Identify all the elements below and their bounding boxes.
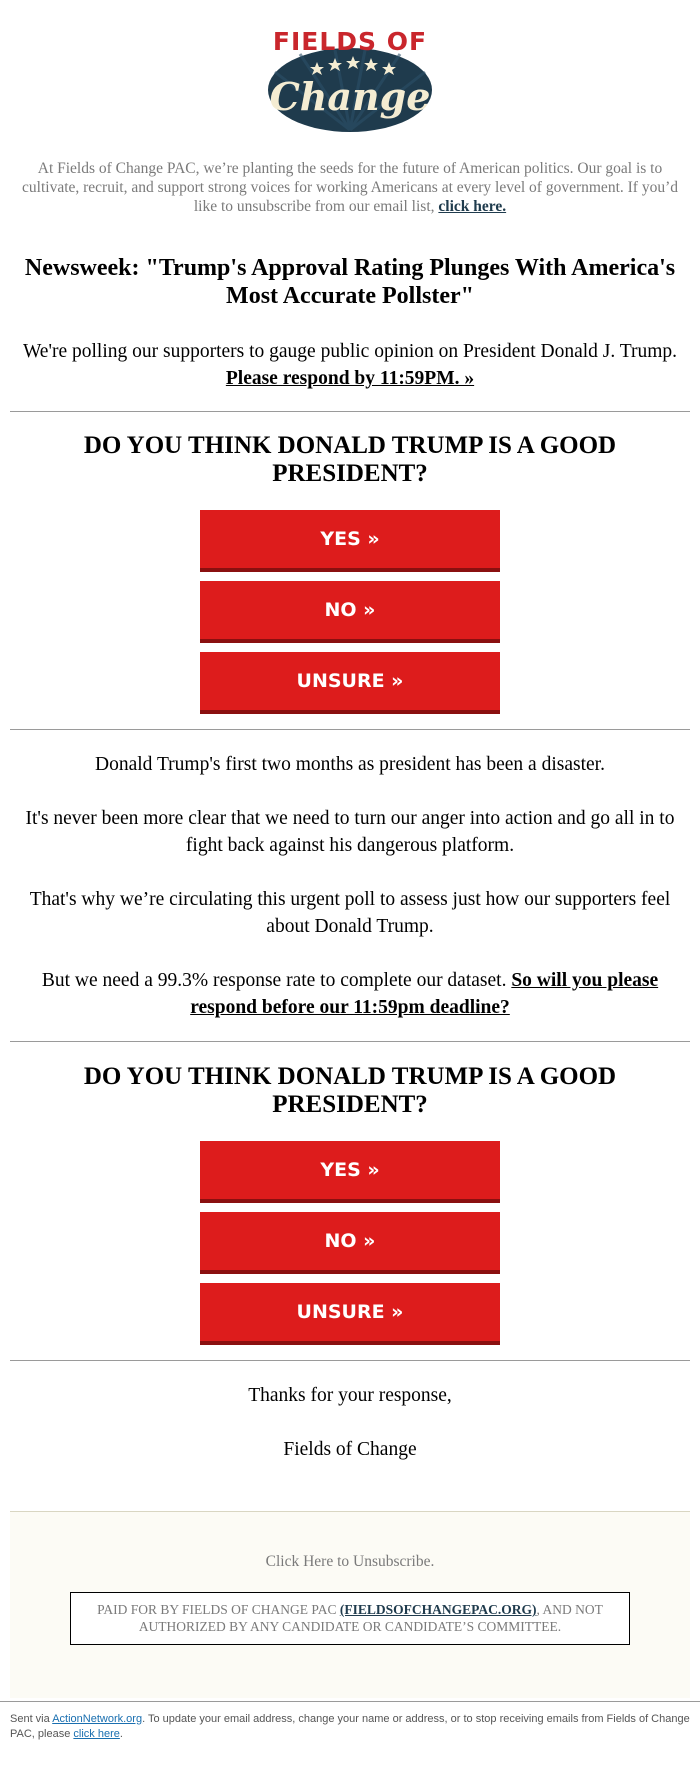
no-button[interactable]: NO » [200, 1212, 500, 1274]
thanks-text: Thanks for your response, [248, 1385, 452, 1406]
lead-text: We're polling our supporters to gauge public opinion on President Donald J. Trump. [22, 341, 678, 362]
unsure-button[interactable]: UNSURE » [200, 652, 500, 714]
divider [0, 1701, 700, 1702]
no-button[interactable]: NO » [200, 581, 500, 643]
unsubscribe-link[interactable]: Click Here to Unsubscribe. [265, 1553, 435, 1570]
signature: Fields of Change [283, 1439, 417, 1460]
logo-graphic [255, 22, 445, 134]
divider [10, 411, 690, 412]
response-rate-text: But we need a 99.3% response rate to complete our dataset. [41, 970, 507, 991]
sent-via-notice [10, 1712, 690, 1742]
sent-end: . [119, 1728, 123, 1740]
deadline-link[interactable]: So will you please respond before our 11:59pm deadline? [190, 970, 659, 1018]
intro-unsubscribe-link[interactable]: click here. [438, 198, 507, 215]
poll-question: DO YOU THINK DONALD TRUMP IS A GOOD PRESIDENT? [83, 432, 617, 487]
pac-website-link[interactable]: (FIELDSOFCHANGEPAC.ORG) [339, 1602, 537, 1617]
unsure-button[interactable]: UNSURE » [200, 1283, 500, 1345]
divider [10, 1360, 690, 1361]
body-paragraph-2: It's never been more clear that we need to turn our anger into action and go all in to fight back against his dangerous platform. [25, 808, 675, 856]
lead-paragraph [10, 338, 690, 392]
intro-text: At Fields of Change PAC, we’re planting the seeds for the future of American politics. Our goal is to cultivate, recruit, and support strong voices for working Americans at every level of government. If you’d like to unsubscribe from our email list, [22, 160, 678, 215]
poll-question: DO YOU THINK DONALD TRUMP IS A GOOD PRESIDENT? [83, 1063, 617, 1118]
logo-line1: FIELDS OF [272, 27, 428, 56]
paid-suffix: , AND NOT AUTHORIZED BY ANY CANDIDATE OR CANDIDATE’S COMMITTEE. [138, 1602, 603, 1634]
paid-prefix: PAID FOR BY FIELDS OF CHANGE PAC [97, 1602, 337, 1617]
actionnetwork-link[interactable]: ActionNetwork.org [52, 1713, 143, 1725]
body-paragraph-4 [10, 967, 690, 1021]
fields-of-change-logo [255, 22, 445, 134]
body-paragraph-3: That's why we’re circulating this urgent poll to assess just how our supporters feel about Donald Trump. [29, 889, 671, 937]
divider [10, 1041, 690, 1042]
sent-middle: . To update your email address, change your name or address, or to stop receiving emails from Fields of Change PAC, please [10, 1713, 690, 1740]
headline: Newsweek: "Trump's Approval Rating Plunges With America's Most Accurate Pollster" [24, 255, 676, 309]
yes-button[interactable]: YES » [200, 510, 500, 572]
intro-paragraph [10, 159, 690, 216]
yes-button[interactable]: YES » [200, 1141, 500, 1203]
logo-line2: Change [269, 74, 431, 119]
sent-prefix: Sent via [10, 1713, 50, 1725]
body-paragraph-1: Donald Trump's first two months as president has been a disaster. [95, 754, 605, 775]
divider [10, 729, 690, 730]
footer-box [10, 1511, 690, 1698]
sent-click-here-link[interactable]: click here [73, 1728, 120, 1740]
respond-link[interactable]: Please respond by 11:59PM. » [225, 368, 475, 389]
paid-for-disclaimer [70, 1592, 630, 1645]
